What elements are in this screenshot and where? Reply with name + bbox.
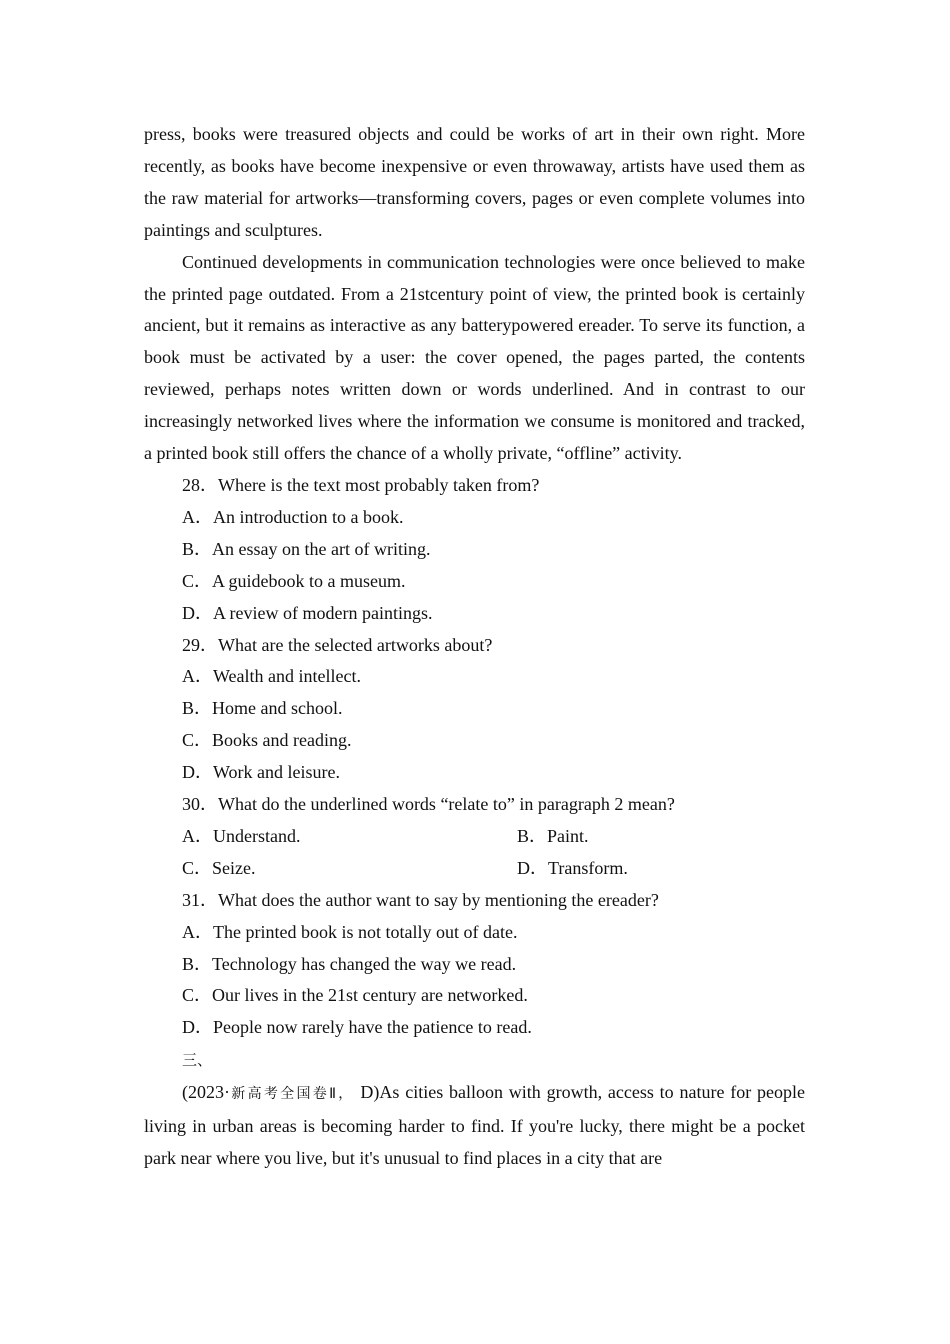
question-31	[144, 885, 805, 1045]
option-a: A．Understand.	[182, 825, 301, 846]
passage-text: D)As cities balloon with growth, access to nature for people living in urban areas is becoming harder to find. If you're lucky, there might be a pocket park near where you live, but it's unusual to find places in a city that are	[144, 1082, 806, 1168]
option-a: A．Wealth and intellect.	[182, 666, 361, 687]
option-c: C．Books and reading.	[182, 730, 352, 751]
option-d: D．People now rarely have the patience to read.	[182, 1017, 532, 1038]
question-29	[144, 630, 805, 790]
option-a: A．The printed book is not totally out of date.	[182, 921, 518, 942]
source-prefix: (2023·	[182, 1082, 230, 1103]
option-b: B．Paint.	[517, 825, 589, 846]
option-c: C．Seize.	[182, 857, 256, 878]
question-30	[144, 789, 805, 885]
option-a: A．An introduction to a book.	[182, 506, 404, 527]
question-stem: 29．What are the selected artworks about?	[182, 634, 493, 655]
question-stem: 28．Where is the text most probably taken from?	[182, 474, 540, 495]
option-d: D．A review of modern paintings.	[182, 602, 433, 623]
option-b: B．Home and school.	[182, 698, 343, 719]
passage-paragraph-1: press, books were treasured objects and could be works of art in their own right. More recently, as books have become inexpensive or even throwaway, artists have used them as the raw material for artworks—transforming covers, pages or even complete volumes into paintings and sculptures.	[144, 124, 805, 240]
option-c: C．A guidebook to a museum.	[182, 570, 406, 591]
section-label	[144, 1044, 805, 1077]
option-d: D．Work and leisure.	[182, 762, 341, 783]
option-b: B．An essay on the art of writing.	[182, 538, 431, 559]
option-d: D．Transform.	[517, 857, 628, 878]
option-row	[144, 821, 805, 853]
section-3-passage-intro	[144, 1077, 805, 1175]
source-name: 新高考全国卷Ⅱ，	[230, 1086, 355, 1103]
question-28	[144, 470, 805, 630]
document-body	[144, 119, 805, 1175]
option-c: C．Our lives in the 21st century are networked.	[182, 985, 528, 1006]
question-stem: 31．What does the author want to say by mentioning the ereader?	[182, 889, 659, 910]
passage-paragraph-2: Continued developments in communication technologies were once believed to make the printed page outdated. From a 21stcentury point of view, the printed book is certainly ancient, but it remains as interactive as any batterypowered ereader. To serve its function, a book must be activated by a user: the cover opened, the pages parted, the contents reviewed, perhaps notes written down or words underlined. And in contrast to our increasingly networked lives where the information we consume is monitored and tracked, a printed book still offers the chance of a wholly private, “offline” activity.	[144, 251, 805, 464]
option-b: B．Technology has changed the way we read.	[182, 953, 517, 974]
option-row	[144, 853, 805, 885]
section-3-label: 三、	[182, 1051, 213, 1070]
question-stem: 30．What do the underlined words “relate to” in paragraph 2 mean?	[182, 794, 675, 815]
